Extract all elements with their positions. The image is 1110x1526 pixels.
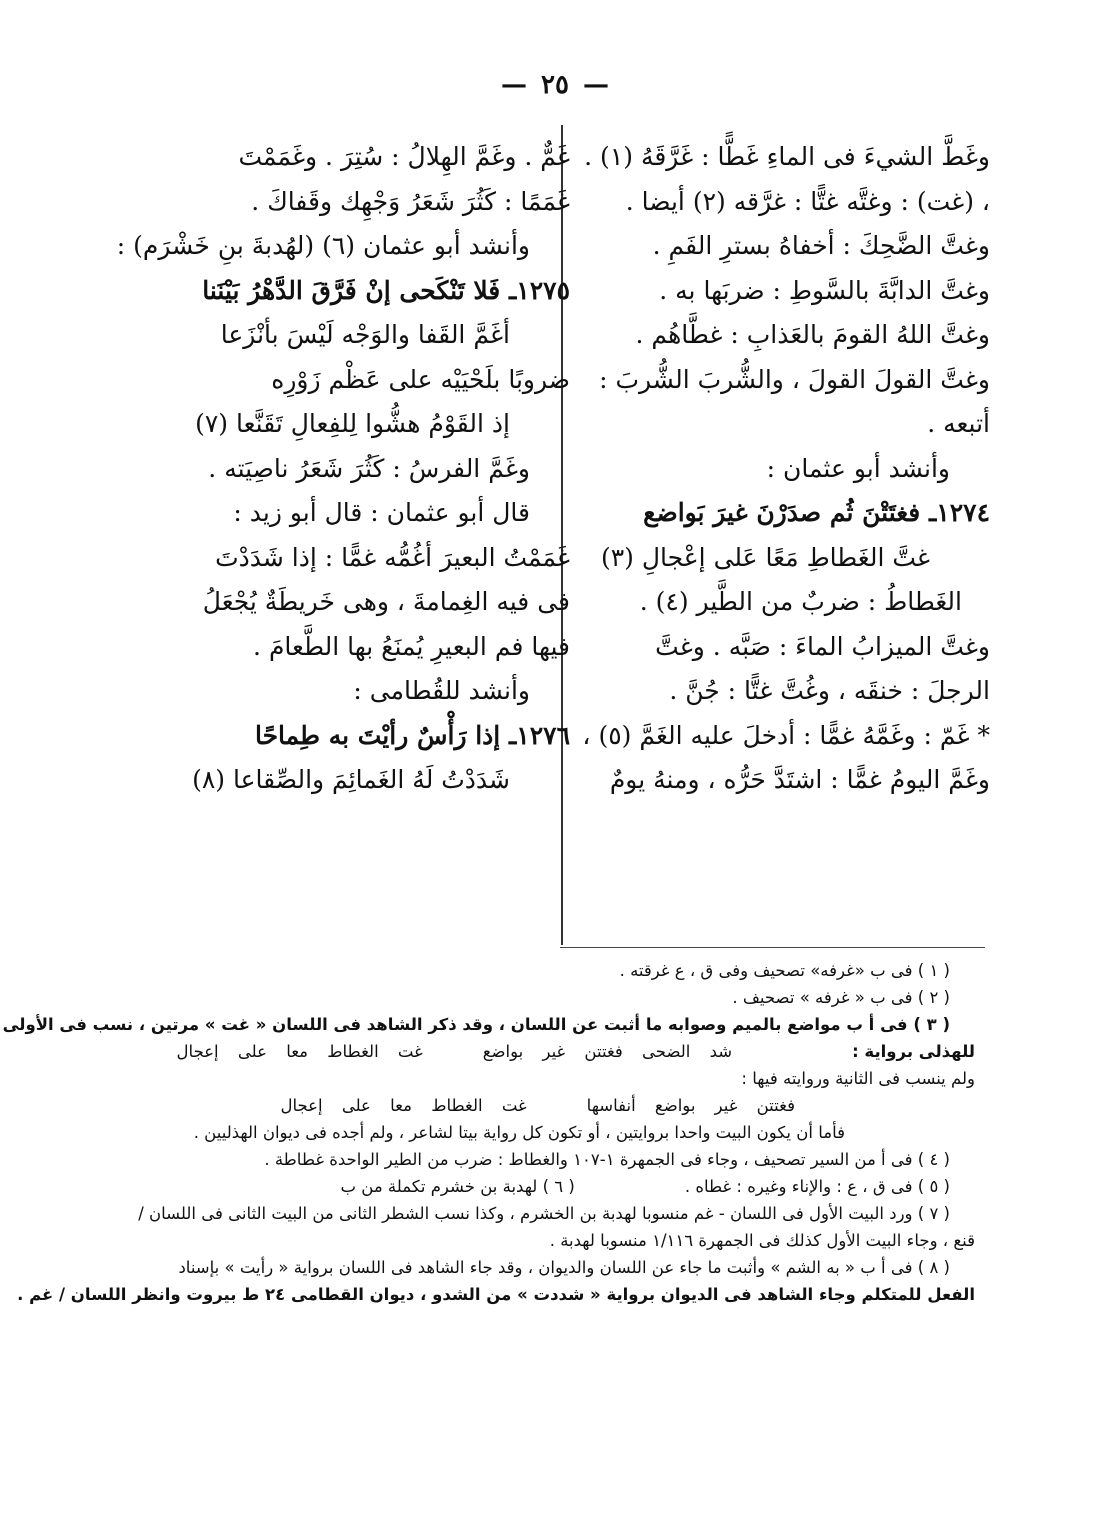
text-line: وغَمَّ اليومُ غمًّا : اشتَدَّ حَرُّه ، ومنهُ يومٌ xyxy=(609,765,990,794)
verse-line: ١٢٧٦ـ إذا رَأْسٌ رأيْتَ به طِماحًا xyxy=(254,720,570,750)
text-line: قال أبو عثمان : قال أبو زيد : xyxy=(233,498,530,527)
footnote-8-b: الفعل للمتكلم وجاء الشاهد فى الديوان برواية « شددت » من الشدو ، ديوان القطامى ٢٤ ط بيروت وانظر اللسان / غم . xyxy=(17,1285,975,1304)
footnote-3-verse-a2: غت الغطاط معا على إعجال xyxy=(176,1042,423,1061)
verse-line: غتَّ الغَطاطِ مَعًا عَلى إعْجالِ (٣) xyxy=(600,542,930,572)
footnote-3-b: ولم ينسب فى الثانية وروايته فيها : xyxy=(741,1069,975,1088)
footnote-7-b: قنع ، وجاء البيت الأول كذلك فى الجمهرة ١/١١٦ منسوبا لهدبة . xyxy=(549,1231,975,1250)
footnote-8: ( ٨ ) فى أ ب « به الشم » وأثبت ما جاء عن اللسان والديوان ، وقد جاء الشاهد فى اللسان برواية « رأيت » بإسناد xyxy=(178,1258,950,1277)
page-number-value: ٢٥ xyxy=(541,70,569,100)
text-line: ، (غت) : وغتَّه غتًّا : غرَّقه (٢) أيضا . xyxy=(625,186,990,216)
footnote-3-verse-b xyxy=(140,1093,975,1120)
footnote-2: ( ٢ ) فى ب « غرفه » تصحيف . xyxy=(732,988,950,1007)
text-line: وغتَّ الضَّحِكَ : أخفاهُ بسترِ الفَمِ . xyxy=(652,231,990,260)
footnote-3-verse-b1: فغتتن غير بواضع أنفاسها xyxy=(586,1096,795,1115)
text-line: وغتَّ الدابَّةَ بالسَّوطِ : ضربَها به . xyxy=(659,275,990,305)
verse-line: ضروبًا بلَحْيَيْه على عَظْم زَوْرِه xyxy=(271,364,570,394)
text-line: وأنشد أبو عثمان (٦) (لهُدبةَ بنِ خَشْرَم) : xyxy=(116,231,530,260)
text-line: غَمَمًا : كَثُرَ شَعَرُ وَجْهِك وقَفاكَ . xyxy=(251,186,570,216)
footnote-3-verse-a1: شد الضحى فغتتن غير بواضع xyxy=(482,1042,733,1061)
footnote-separator xyxy=(560,947,985,948)
page-number: — ٢٥ — xyxy=(501,70,609,100)
footnote-3: ( ٣ ) فى أ ب مواضع بالميم وصوابه ما أثبت عن اللسان ، وقد ذكر الشاهد فى اللسان « غت » مرتين ، نسب فى الأولى xyxy=(2,1015,950,1034)
text-line: * غَمّ : وغَمَّهُ غمًّا : أدخلَ عليه الغَمَّ (٥) ، xyxy=(582,720,990,750)
footnote-1: ( ١ ) فى ب «غرفه» تصحيف وفى ق ، ع غرقته . xyxy=(619,961,950,980)
verse-line: شَدَدْتُ لَهُ الغَمائِمَ والصِّقاعا (٨) xyxy=(192,765,510,794)
text-line: وغتَّ الميزابُ الماءَ : صَبَّه . وغتَّ xyxy=(655,631,990,661)
footnote-3-verse-b2: غت الغطاط معا على إعجال xyxy=(280,1096,527,1115)
footnote-7: ( ٧ ) ورد البيت الأول فى اللسان - غم منسوبا لهدبة بن الخشرم ، وكذا نسب الشطر الثانى من البيت الثانى فى اللسان / xyxy=(138,1204,950,1223)
footnote-6: ( ٦ ) لهدبة بن خشرم تكملة من ب xyxy=(340,1177,575,1196)
footnote-5-6 xyxy=(140,1174,975,1201)
verse-line: ١٢٧٥ـ فَلا تَنْكَحى إنْ فَرَّقَ الدَّهْرُ بَيْنَنا xyxy=(202,275,570,305)
verse-line: ١٢٧٤ـ فغتَتْنَ ثُم صدَرْنَ غيرَ بَواضع xyxy=(643,498,990,527)
text-line: وغَطَّ الشيءَ فى الماءِ غَطًّا : غَرَّقَهُ (١) . xyxy=(584,142,990,171)
text-line: الرجلَ : خنقَه ، وغُتَّ غتًّا : جُنَّ . xyxy=(669,676,990,705)
left-column xyxy=(116,138,570,938)
text-line: وأنشد أبو عثمان : xyxy=(766,453,950,483)
text-line: وغَمَّ الفرسُ : كَثُرَ شَعَرُ ناصِيَته . xyxy=(208,453,530,483)
text-line: وغتَّ القولَ القولَ ، والشُّربَ الشُّربَ : xyxy=(599,364,990,394)
text-line: وغتَّ اللهُ القومَ بالعَذابِ : غطَّاهُم . xyxy=(635,320,990,349)
footnote-3-label: للهذلى برواية : xyxy=(852,1042,975,1061)
text-line: فى فيه الغِمامةَ ، وهى خَريطَةٌ يُجْعَلُ xyxy=(202,587,570,616)
footnote-4: ( ٤ ) فى أ من السير تصحيف ، وجاء فى الجمهرة ١-١٠٧ والغطاط : ضرب من الطير الواحدة غطاطة . xyxy=(264,1150,950,1169)
text-line: وأنشد للقُطامى : xyxy=(353,676,530,705)
verse-line: إذ القَوْمُ هشُّوا لِلفِعالِ تَقَنَّعا (٧) xyxy=(195,409,510,438)
text-line: فيها فم البعيرِ يُمنَعُ بها الطَّعامَ . xyxy=(253,631,570,661)
footnote-5: ( ٥ ) فى ق ، ع : والإناء وغيره : غطاه . xyxy=(684,1177,950,1196)
text-line: أتبعه . xyxy=(927,409,990,438)
text-line: الغَطاطُ : ضربٌ من الطَّير (٤) . xyxy=(639,587,962,616)
text-line: غَمَمْتُ البعيرَ أغُمُّه غمًّا : إذا شَدَدْتَ xyxy=(215,542,570,572)
text-line: غَمٌّ . وغَمَّ الهِلالُ : سُتِرَ . وغَمَمْتَ xyxy=(238,142,570,171)
right-column xyxy=(570,138,990,938)
footnotes xyxy=(2,958,975,1309)
verse-line: أغَمَّ القَفا والوَجْه لَيْسَ بأنْزَعا xyxy=(220,320,510,349)
footnote-3-verse-a xyxy=(140,1039,975,1066)
footnote-3-c: فأما أن يكون البيت واحدا بروايتين ، أو تكون كل رواية بيتا لشاعر ، ولم أجده فى ديوان الهذليين . xyxy=(193,1123,845,1142)
